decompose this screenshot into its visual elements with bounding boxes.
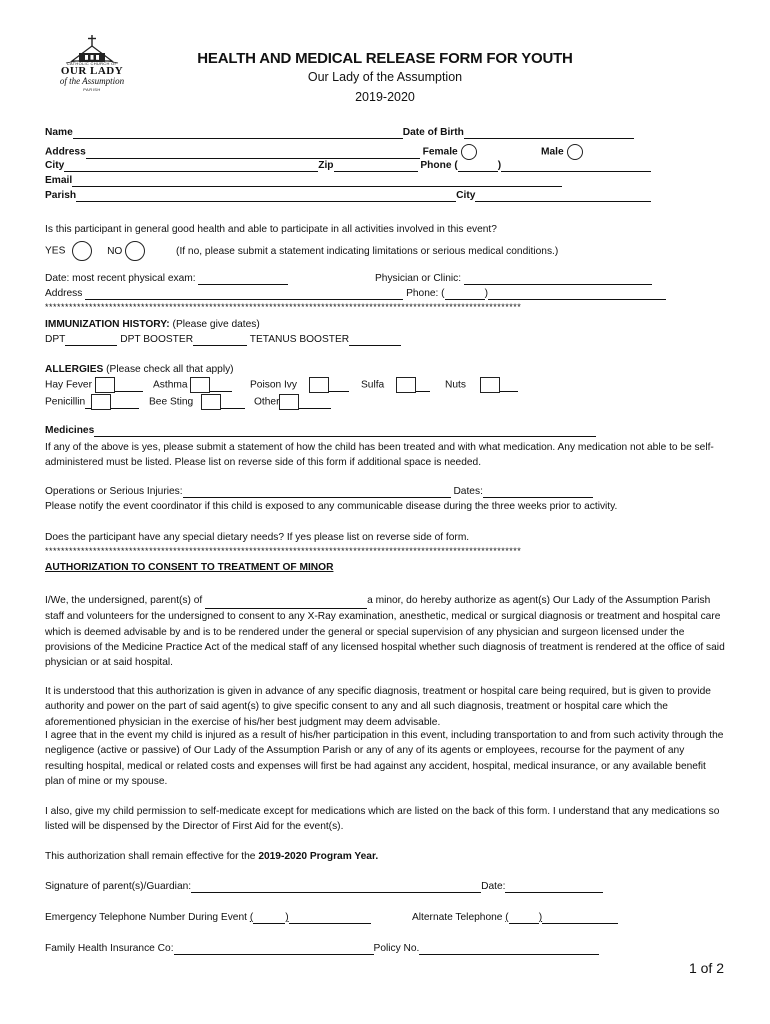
operations-dates-field[interactable]: [483, 486, 593, 498]
bee-sting-checkbox[interactable]: [201, 394, 221, 410]
phone-close: ): [497, 160, 502, 171]
operations-row: [45, 486, 593, 498]
female-label: Female: [422, 146, 458, 158]
city-field[interactable]: [64, 160, 318, 172]
allergy-sulfa: [361, 377, 430, 393]
email-row: [45, 175, 562, 187]
allergies-note: (Please check all that apply): [106, 364, 234, 375]
emergency-area-field[interactable]: [253, 912, 285, 924]
authorization-paragraph-1: [45, 593, 725, 670]
allergy-hay-fever: [45, 377, 143, 393]
zip-field[interactable]: [334, 160, 418, 172]
address-row: [45, 144, 477, 160]
dpt-booster-field[interactable]: [193, 334, 247, 346]
exam-address-row: [45, 288, 666, 300]
alternate-paren-close: ): [538, 912, 543, 923]
immunization-heading: IMMUNIZATION HISTORY:: [45, 319, 170, 330]
dpt-label: DPT: [45, 334, 66, 345]
parish-field[interactable]: [76, 190, 456, 202]
allergy-nuts: [445, 377, 518, 393]
allergy-penicillin: [45, 394, 139, 410]
email-field[interactable]: [72, 175, 562, 187]
insurance-label: Family Health Insurance Co:: [45, 943, 174, 954]
male-option: [541, 144, 583, 160]
nuts-checkbox[interactable]: [480, 377, 500, 393]
dob-field[interactable]: [464, 127, 634, 139]
exam-phone-close: ): [484, 288, 488, 299]
tetanus-field[interactable]: [349, 334, 401, 346]
physician-label: Physician or Clinic:: [375, 273, 462, 284]
signature-label: Signature of parent(s)/Guardian:: [45, 881, 192, 892]
health-answer-row: [45, 241, 558, 261]
authorization-paragraph-2: It is understood that this authorization is given in advance of any specific diagnosis, treatment or hospital care being required, but is given to provide authority and power on the part of said agent(s) to give specific consent to any and all such diagnosis, treatment or hospital care which the aforementioned physician in the exercise of his/her best judgment may deem advisable.: [45, 686, 711, 728]
exam-phone-area-field[interactable]: [445, 288, 485, 300]
immunization-note: (Please give dates): [172, 319, 260, 330]
phone-label: Phone (: [420, 160, 458, 171]
exam-date-field[interactable]: [198, 273, 288, 285]
separator-line: ***********************************************************************************************************************: [45, 302, 522, 312]
emergency-phone-row: [45, 912, 371, 924]
physician-row: [375, 273, 652, 285]
logo-line-1: OUR LADY: [60, 65, 124, 77]
insurance-row: [45, 943, 599, 955]
diet-question: Does the participant have any special dietary needs? If yes please list on reverse side of form.: [45, 532, 470, 543]
address-field[interactable]: [86, 147, 420, 159]
email-label: Email: [45, 175, 73, 186]
name-field[interactable]: [73, 127, 403, 139]
medicines-note: If any of the above is yes, please submit a statement of how the child has been treated and with what medication. Any medication not able to be self-administered must be listed. Please list on reverse side of this form if additional space is needed.: [45, 442, 714, 469]
emergency-phone-field[interactable]: [289, 912, 371, 924]
emergency-paren-open: (: [249, 912, 254, 923]
asthma-checkbox[interactable]: [190, 377, 210, 393]
allergy-other: [254, 394, 331, 410]
allergy-bee-sting: [149, 394, 245, 410]
medicines-row: [45, 425, 596, 437]
alternate-label: Alternate Telephone: [412, 912, 503, 923]
exam-phone-label: Phone: (: [406, 288, 445, 299]
emergency-paren-close: ): [285, 912, 289, 923]
parish-row: [45, 190, 651, 202]
immunization-row: [45, 334, 401, 346]
alternate-paren-open: (: [505, 912, 509, 923]
yes-label: YES: [45, 245, 66, 257]
hay-fever-checkbox[interactable]: [95, 377, 115, 393]
policy-label: Policy No.: [373, 943, 420, 954]
name-label: Name: [45, 127, 73, 138]
phone-area-field[interactable]: [458, 160, 498, 172]
asthma-label: Asthma: [153, 379, 188, 391]
p1-start: I/We, the undersigned, parent(s) of: [45, 595, 203, 606]
penicillin-checkbox[interactable]: [91, 394, 111, 410]
dob-label: Date of Birth: [402, 127, 464, 138]
dpt-field[interactable]: [65, 334, 117, 346]
p1-rest: a minor, do hereby authorize as agent(s) Our Lady of the Assumption Parish staff and volunteers for the undersigned to consent to any X-Ray examination, anesthetic, medical or surgical diagnosis or treatment and hospital care which is deemed advisable by and is to be rendered under the general or special supervision of any physician and surgeon licensed under the provisions of the Medicine Practice Act of the medical staff of any licensed hospital whether such diagnosis of treatment is rendered at the office of said physician or at said hospital.: [45, 595, 725, 669]
logo-line-3: PARISH: [83, 87, 101, 92]
authorization-paragraph-5: [45, 851, 378, 862]
parish-city-label: City: [456, 190, 476, 201]
policy-field[interactable]: [419, 943, 599, 955]
bee-sting-label: Bee Sting: [149, 396, 194, 408]
yes-radio[interactable]: [72, 241, 92, 261]
exam-phone-field[interactable]: [488, 288, 666, 300]
sulfa-checkbox[interactable]: [396, 377, 416, 393]
communicable-notice: Please notify the event coordinator if this child is exposed to any communicable disease during the three weeks prior to activity.: [45, 501, 618, 512]
no-note: (If no, please submit a statement indicating limitations or serious medical conditions.): [176, 245, 559, 257]
emergency-label: Emergency Telephone Number During Event: [45, 912, 247, 923]
poison-ivy-label: Poison Ivy: [250, 379, 297, 391]
phone-field[interactable]: [501, 160, 651, 172]
logo-line-2: of the Assumption: [59, 76, 125, 86]
other-label: Other: [254, 396, 280, 408]
poison-ivy-checkbox[interactable]: [309, 377, 329, 393]
alternate-phone-field[interactable]: [542, 912, 618, 924]
authorization-heading: AUTHORIZATION TO CONSENT TO TREATMENT OF MINOR: [45, 562, 334, 573]
signature-date-label: Date:: [481, 881, 506, 892]
sulfa-label: Sulfa: [361, 379, 385, 391]
medicines-label: Medicines: [45, 425, 95, 436]
penicillin-label: Penicillin: [45, 396, 86, 408]
allergies-heading-row: [45, 364, 234, 375]
allergies-heading: ALLERGIES: [45, 364, 104, 375]
signature-date-field[interactable]: [505, 881, 603, 893]
female-radio[interactable]: [461, 144, 477, 160]
address-label: Address: [45, 146, 86, 158]
name-row: [45, 127, 634, 139]
tetanus-label: TETANUS BOOSTER: [249, 334, 350, 345]
logo-arc-text: CATHOLIC CHURCH OF: [66, 61, 118, 66]
city-label: City: [45, 160, 65, 171]
operations-dates-label: Dates:: [453, 486, 483, 497]
signature-field[interactable]: [191, 881, 481, 893]
exam-address-field[interactable]: [85, 288, 403, 300]
allergy-asthma: [153, 377, 232, 393]
exam-row: [45, 273, 288, 285]
form-title: HEALTH AND MEDICAL RELEASE FORM FOR YOUTH: [197, 50, 573, 67]
signature-row: [45, 881, 603, 893]
exam-date-label: Date: most recent physical exam:: [45, 273, 196, 284]
page-number: 1 of 2: [688, 960, 724, 976]
allergy-poison-ivy: [250, 377, 349, 393]
alternate-phone-row: [412, 912, 618, 924]
male-radio[interactable]: [567, 144, 583, 160]
insurance-field[interactable]: [174, 943, 374, 955]
minor-name-field[interactable]: [205, 593, 367, 609]
authorization-paragraph-4: I also, give my child permission to self-medicate except for medications which are listed on the back of this form. I understand that any medications so listed will be dispensed by the Director of First Aid for the event(s).: [45, 806, 720, 833]
exam-address-label: Address: [45, 288, 83, 299]
separator-line-2: ***********************************************************************************************************************: [45, 546, 522, 556]
operations-label: Operations or Serious Injuries:: [45, 486, 183, 497]
authorization-paragraph-3: I agree that in the event my child is injured as a result of his/her participation in this event, including transportation to and from such activity through the negligence (active or passive) of Our Lady of the Assumption Parish or any of any of its agents or employees, recourse for the payment of any resulting hospital, medical or related costs and expenses will first be had against any accident, hospital, medical insurance, or any available benefit plan of mine or my spouse.: [45, 730, 724, 787]
alternate-area-field[interactable]: [509, 912, 539, 924]
hay-fever-label: Hay Fever: [45, 379, 92, 391]
parish-label: Parish: [45, 190, 77, 201]
program-year: 2019-2020: [355, 90, 415, 104]
p5-start: This authorization shall remain effective for the: [45, 851, 256, 862]
no-radio[interactable]: [125, 241, 145, 261]
immunization-heading-row: [45, 319, 260, 330]
parish-city-field[interactable]: [475, 190, 651, 202]
operations-field[interactable]: [183, 486, 451, 498]
medicines-field[interactable]: [94, 425, 596, 437]
church-name: Our Lady of the Assumption: [307, 70, 463, 84]
physician-field[interactable]: [464, 273, 652, 285]
p5-bold: 2019-2020 Program Year.: [258, 851, 379, 862]
male-label: Male: [541, 146, 564, 158]
other-checkbox[interactable]: [279, 394, 299, 410]
zip-label: Zip: [318, 160, 334, 171]
city-row: [45, 160, 651, 172]
no-label: NO: [107, 245, 123, 257]
health-question: Is this participant in general good health and able to participate in all activities involved in this event?: [45, 224, 497, 235]
nuts-label: Nuts: [445, 379, 466, 391]
dpt-booster-label: DPT BOOSTER: [120, 334, 194, 345]
